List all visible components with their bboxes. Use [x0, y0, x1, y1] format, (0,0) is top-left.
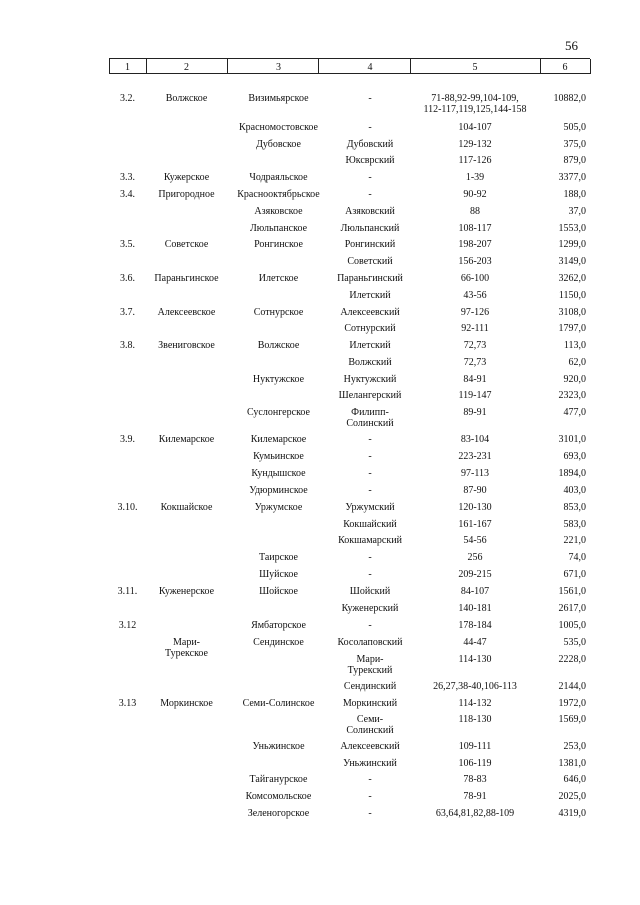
table-cell-c4: Нуктужский [343, 374, 397, 385]
table-cell-c4: Сендинский [343, 681, 397, 692]
table-cell-c5: 161-167 [458, 519, 492, 530]
table-cell-c6: 3262,0 [558, 273, 586, 284]
table-cell-c5: 87-90 [463, 485, 487, 496]
table-cell-c3: Краснооктябрьское [237, 189, 320, 200]
table-cell-c3: Шойское [259, 586, 298, 597]
table-cell-c2: Кужерское [163, 172, 210, 183]
column-header-2: 2 [184, 62, 189, 73]
table-cell-c6: 188,0 [563, 189, 586, 200]
table-cell-c5: 223-231 [458, 451, 492, 462]
table-cell-c4: Юксврский [345, 155, 395, 166]
table-cell-c4: - [368, 93, 372, 104]
table-cell-c4: Дубовский [346, 139, 394, 150]
table-cell-c6: 1894,0 [558, 468, 586, 479]
table-cell-c5: 72,73 [463, 357, 487, 368]
table-cell-c4: - [368, 808, 372, 819]
table-cell-c2: Звениговское [158, 340, 215, 351]
table-cell-c4: Кокшамарский [338, 535, 402, 546]
table-cell-c5: 63,64,81,82,88-109 [435, 808, 515, 819]
table-cell-c5: 256 [467, 552, 483, 563]
table-cell-c5: 106-119 [458, 758, 492, 769]
table-cell-c6: 375,0 [563, 139, 586, 150]
table-cell-c4: - [368, 791, 372, 802]
table-cell-c5: 156-203 [458, 256, 492, 267]
table-cell-c5: 109-111 [458, 741, 492, 752]
table-cell-c6: 10882,0 [553, 93, 586, 104]
table-cell-c4: Сотнурский [344, 323, 396, 334]
table-cell-c4: Моркинский [342, 698, 398, 709]
table-cell-c4: - [368, 172, 372, 183]
table-cell-c5: 104-107 [458, 122, 492, 133]
column-header-1: 1 [125, 62, 130, 73]
table-cell-c3: Дубовское [256, 139, 301, 150]
table-cell-c1: 3.6. [120, 273, 135, 284]
table-cell-c3: Кумьинское [253, 451, 304, 462]
table-cell-c5: 119-147 [458, 390, 492, 401]
table-cell-c6: 1553,0 [558, 223, 586, 234]
table-cell-c4: Мари- Турекский [347, 654, 393, 676]
table-cell-c4: Илетский [349, 340, 391, 351]
table-cell-c3: Килемарское [250, 434, 307, 445]
table-cell-c6: 853,0 [563, 502, 586, 513]
table-cell-c3: Тайгануpское [249, 774, 308, 785]
table-cell-c5: 54-56 [463, 535, 487, 546]
table-cell-c5: 140-181 [458, 603, 492, 614]
table-cell-c3: Комсомольское [245, 791, 312, 802]
table-cell-c5: 71-88,92-99,104-109, 112-117,119,125,144-158 [423, 93, 527, 115]
table-cell-c5: 114-130 [458, 654, 492, 665]
table-cell-c5: 43-56 [463, 290, 487, 301]
table-cell-c3: Ронгинское [254, 239, 303, 250]
table-cell-c4: - [368, 451, 372, 462]
table-cell-c5: 84-91 [463, 374, 487, 385]
table-cell-c6: 3149,0 [558, 256, 586, 267]
table-cell-c2: Пригородное [158, 189, 215, 200]
table-cell-c3: Суслонгерское [247, 407, 310, 418]
table-cell-c6: 1005,0 [558, 620, 586, 631]
table-cell-c4: Уржумский [345, 502, 395, 513]
table-cell-c1: 3.5. [120, 239, 135, 250]
table-cell-c5: 66-100 [460, 273, 490, 284]
table-cell-c1: 3.11. [117, 586, 138, 597]
table-cell-c2: Кокшайское [160, 502, 213, 513]
table-cell-c6: 1381,0 [558, 758, 586, 769]
table-cell-c5: 120-130 [458, 502, 492, 513]
table-cell-c4: Алексеевский [340, 741, 400, 752]
table-cell-c5: 72,73 [463, 340, 487, 351]
table-cell-c4: Параньгинский [337, 273, 403, 284]
table-cell-c3: Кундышское [251, 468, 306, 479]
table-cell-c6: 37,0 [568, 206, 586, 217]
table-cell-c5: 209-215 [458, 569, 492, 580]
table-cell-c6: 2617,0 [558, 603, 586, 614]
table-cell-c4: Волжский [348, 357, 392, 368]
table-cell-c6: 3377,0 [558, 172, 586, 183]
table-cell-c3: Люльпанское [249, 223, 308, 234]
table-cell-c5: 178-184 [458, 620, 492, 631]
table-cell-c4: Семи- Солинский [346, 714, 394, 736]
table-cell-c2: Алексеевское [157, 307, 216, 318]
column-header-5: 5 [472, 62, 478, 73]
table-cell-c4: Люльпанский [340, 223, 400, 234]
table-cell-c4: Уньжинский [343, 758, 397, 769]
table-cell-c5: 117-126 [458, 155, 492, 166]
table-cell-c5: 78-91 [463, 791, 487, 802]
table-cell-c5: 108-117 [458, 223, 492, 234]
table-cell-c3: Таирское [259, 552, 298, 563]
table-cell-c6: 2323,0 [558, 390, 586, 401]
table-cell-c4: - [368, 434, 372, 445]
column-header-6: 6 [562, 62, 568, 73]
table-cell-c4: - [368, 552, 372, 563]
table-cell-c6: 671,0 [563, 569, 586, 580]
table-cell-c6: 4319,0 [558, 808, 586, 819]
table-cell-c6: 1569,0 [558, 714, 586, 725]
table-cell-c5: 88 [470, 206, 480, 217]
table-cell-c6: 1797,0 [558, 323, 586, 334]
table-cell-c4: Алексеевский [340, 307, 400, 318]
table-cell-c5: 78-83 [463, 774, 487, 785]
table-cell-c6: 646,0 [563, 774, 586, 785]
table-cell-c5: 26,27,38-40,106-113 [433, 681, 517, 692]
table-cell-c3: Зеленогорское [247, 808, 310, 819]
table-cell-c3: Уржумское [254, 502, 303, 513]
table-cell-c6: 1150,0 [558, 290, 586, 301]
table-cell-c4: - [368, 485, 372, 496]
table-cell-c2: Моркинское [160, 698, 213, 709]
table-cell-c3: Волжское [257, 340, 300, 351]
table-cell-c6: 253,0 [563, 741, 586, 752]
table-cell-c1: 3.9. [120, 434, 135, 445]
table-cell-c6: 3108,0 [558, 307, 586, 318]
table-cell-c6: 1299,0 [558, 239, 586, 250]
table-cell-c1: 3.10. [117, 502, 138, 513]
table-top-rule [109, 58, 590, 59]
table-cell-c1: 3.13 [118, 698, 137, 709]
table-cell-c3: Нуктужское [252, 374, 305, 385]
table-cell-c1: 3.7. [120, 307, 135, 318]
table-cell-c6: 74,0 [568, 552, 586, 563]
table-cell-c2: Параньгинское [154, 273, 219, 284]
table-cell-c2: Советское [164, 239, 209, 250]
table-cell-c5: 1-39 [465, 172, 485, 183]
table-cell-c4: - [368, 620, 372, 631]
column-header-3: 3 [276, 62, 281, 73]
table-cell-c6: 2144,0 [558, 681, 586, 692]
page-number: 56 [565, 38, 578, 53]
table-cell-c4: Шойский [349, 586, 391, 597]
table-cell-c4: Ронгинский [344, 239, 396, 250]
table-cell-c5: 97-113 [461, 468, 489, 479]
table-cell-c6: 477,0 [563, 407, 586, 418]
table-cell-c3: Илетское [258, 273, 299, 284]
table-cell-c6: 583,0 [563, 519, 586, 530]
table-cell-c5: 92-111 [461, 323, 489, 334]
table-cell-c4: Косолаповский [337, 637, 403, 648]
table-cell-c3: Чодраяльское [249, 172, 308, 183]
table-cell-c1: 3.3. [120, 172, 135, 183]
table-cell-c3: Красномостовское [239, 122, 318, 133]
table-cell-c6: 535,0 [563, 637, 586, 648]
table-cell-c5: 83-104 [460, 434, 490, 445]
table-cell-c4: - [368, 189, 372, 200]
table-cell-c6: 2228,0 [558, 654, 586, 665]
table-cell-c3: Азяковское [254, 206, 303, 217]
column-header-4: 4 [367, 62, 373, 73]
column-divider [590, 59, 591, 74]
table-cell-c5: 44-47 [463, 637, 487, 648]
table-cell-c3: Уньжинское [252, 741, 305, 752]
table-cell-c1: 3.2. [120, 93, 135, 104]
table-cell-c6: 2025,0 [558, 791, 586, 802]
table-cell-c4: - [368, 468, 372, 479]
table-cell-c6: 693,0 [563, 451, 586, 462]
table-cell-c4: Шелангерский [338, 390, 402, 401]
table-cell-c5: 118-130 [458, 714, 492, 725]
table-cell-c3: Семи-Солинское [242, 698, 315, 709]
table-cell-c6: 221,0 [563, 535, 586, 546]
table-cell-c2: Килемарское [158, 434, 215, 445]
table-cell-c2: Куженерское [158, 586, 215, 597]
table-cell-c6: 113,0 [563, 340, 586, 351]
table-cell-c4: Куженерский [341, 603, 399, 614]
table-cell-c2: Мари- Турекское [164, 637, 208, 659]
table-cell-c2: Волжское [165, 93, 208, 104]
table-cell-c6: 1972,0 [558, 698, 586, 709]
table-cell-c5: 84-107 [460, 586, 490, 597]
table-cell-c5: 90-92 [463, 189, 487, 200]
table-cell-c6: 3101,0 [558, 434, 586, 445]
table-cell-c6: 62,0 [568, 357, 586, 368]
table-cell-c4: Кокшайский [343, 519, 397, 530]
table-cell-c6: 505,0 [563, 122, 586, 133]
table-cell-c3: Сендинское [253, 637, 304, 648]
table-cell-c3: Визимьярское [248, 93, 309, 104]
table-cell-c5: 198-207 [458, 239, 492, 250]
table-cell-c5: 97-126 [460, 307, 490, 318]
table-cell-c6: 920,0 [563, 374, 586, 385]
table-cell-c5: 114-132 [458, 698, 492, 709]
table-cell-c1: 3.4. [120, 189, 135, 200]
table-cell-c6: 879,0 [563, 155, 586, 166]
table-cell-c4: Советский [347, 256, 393, 267]
table-cell-c3: Сотнурское [253, 307, 304, 318]
table-cell-c1: 3.8. [120, 340, 135, 351]
table-cell-c4: Илетский [349, 290, 391, 301]
table-cell-c5: 129-132 [458, 139, 492, 150]
table-cell-c4: - [368, 774, 372, 785]
table-cell-c1: 3.12 [118, 620, 137, 631]
table-cell-c4: Филипп- Солинский [346, 407, 394, 429]
table-cell-c5: 89-91 [463, 407, 487, 418]
table-cell-c6: 403,0 [563, 485, 586, 496]
table-cell-c4: - [368, 122, 372, 133]
table-cell-c6: 1561,0 [558, 586, 586, 597]
table-cell-c3: Шуйское [259, 569, 298, 580]
table-cell-c3: Удюрминское [249, 485, 308, 496]
table-cell-c3: Ямбаторское [251, 620, 306, 631]
table-cell-c4: Азяковский [345, 206, 395, 217]
table-cell-c4: - [368, 569, 372, 580]
